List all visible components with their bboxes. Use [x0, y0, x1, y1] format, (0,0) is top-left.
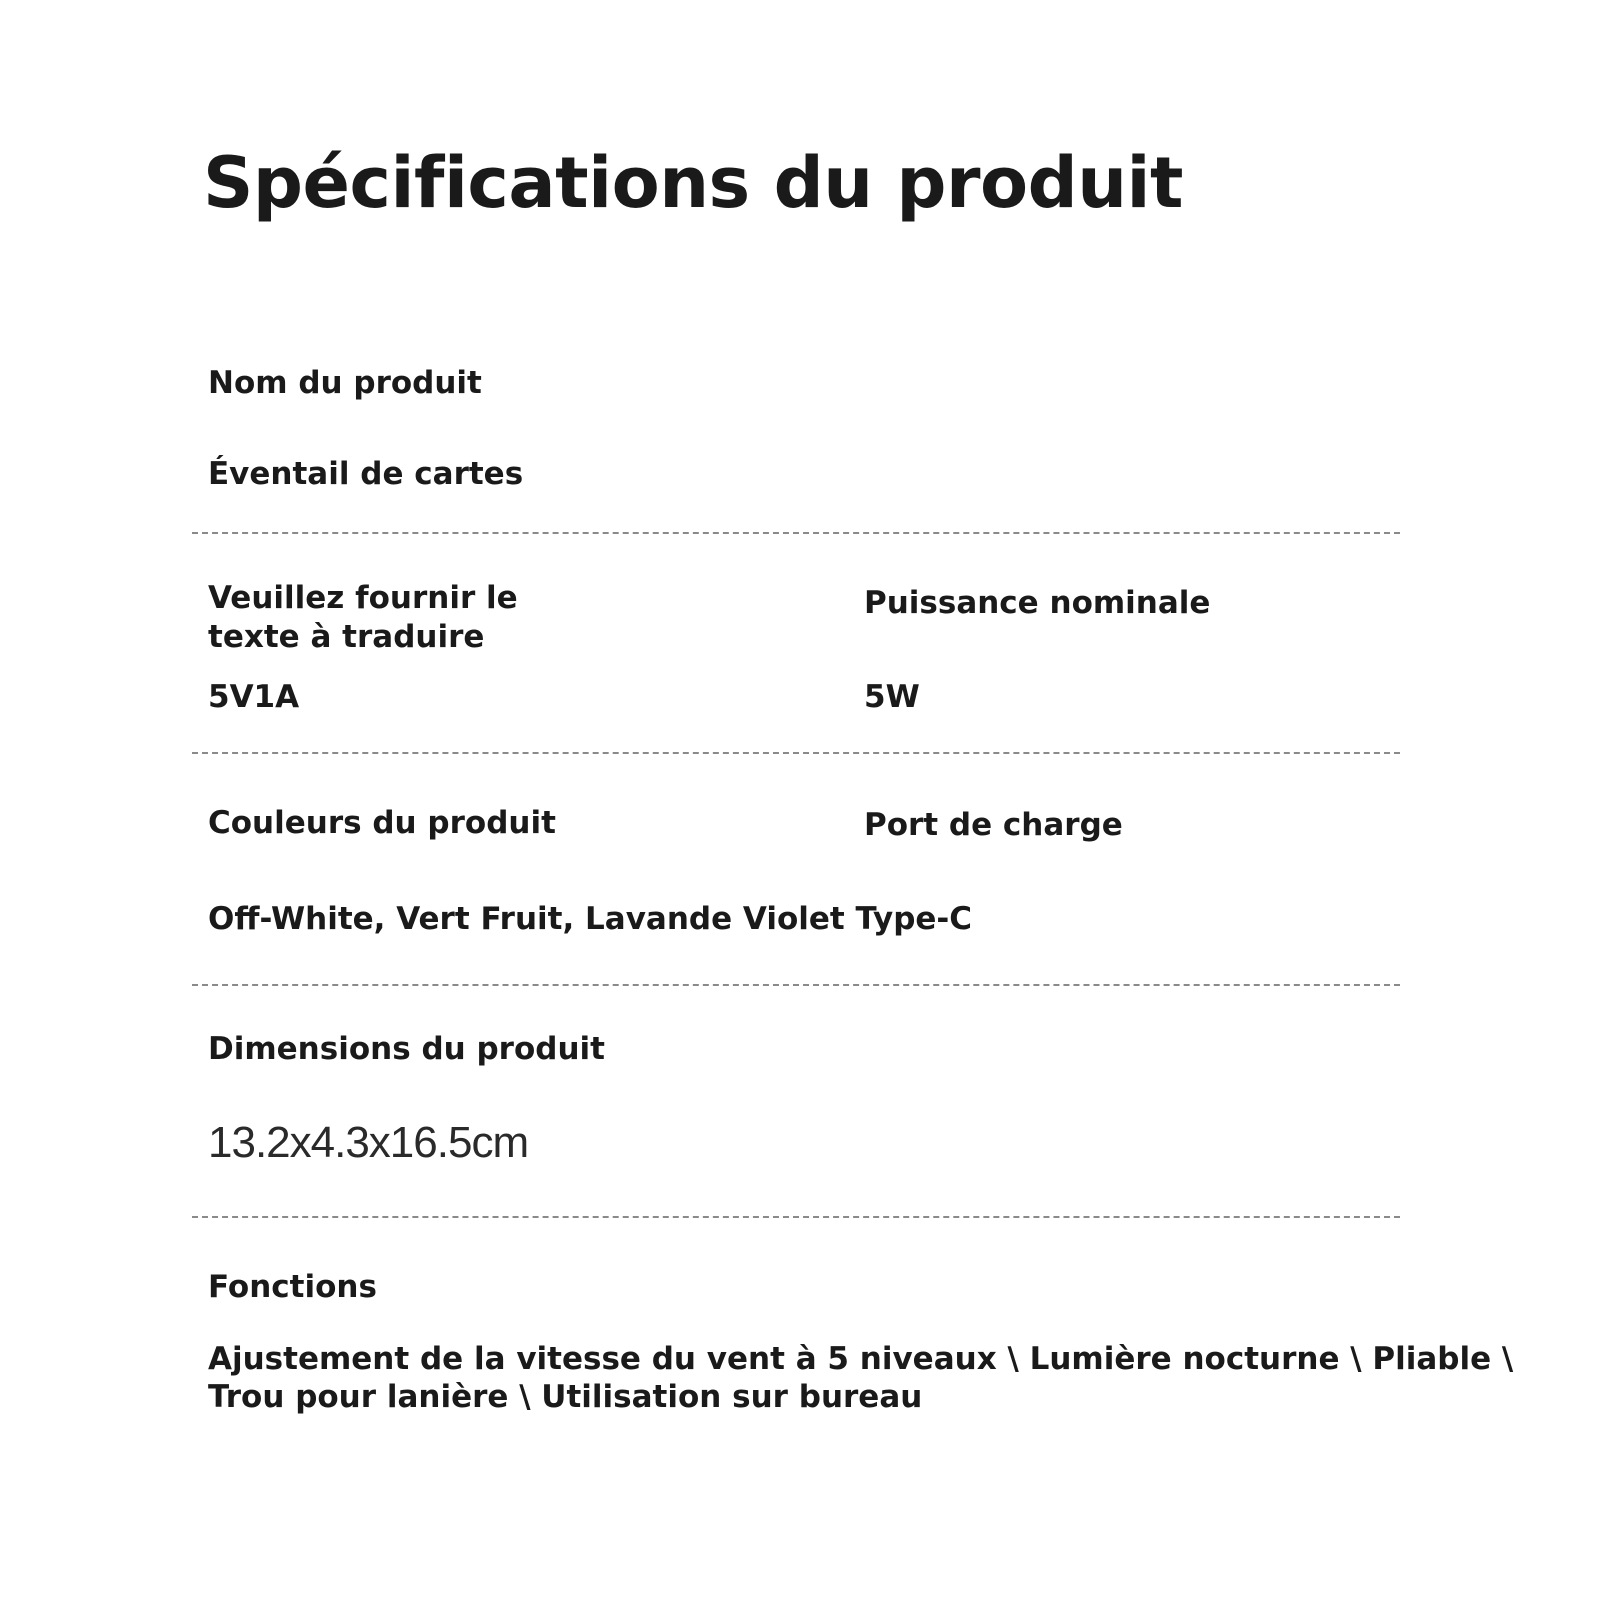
rated-power-value: 5W — [864, 679, 920, 715]
colors-label: Couleurs du produit — [208, 805, 556, 841]
divider — [192, 532, 1400, 534]
functions-value-line1: Ajustement de la vitesse du vent à 5 niveaux \ Lumière nocturne \ Pliable \ — [208, 1341, 1514, 1377]
divider — [192, 984, 1400, 986]
input-label-line1: Veuillez fournir le — [208, 580, 518, 616]
page-title: Spécifications du produit — [203, 142, 1184, 224]
functions-label: Fonctions — [208, 1269, 377, 1305]
dimensions-label: Dimensions du produit — [208, 1031, 605, 1067]
input-label-line2: texte à traduire — [208, 619, 485, 655]
dimensions-value: 13.2x4.3x16.5cm — [208, 1118, 529, 1167]
charging-port-label: Port de charge — [864, 807, 1123, 843]
colors-value: Off-White, Vert Fruit, Lavande Violet Type-C — [208, 901, 973, 937]
input-value: 5V1A — [208, 679, 300, 715]
divider — [192, 752, 1400, 754]
product-name-value: Éventail de cartes — [208, 456, 524, 492]
functions-value-line2: Trou pour lanière \ Utilisation sur bureau — [208, 1379, 923, 1415]
rated-power-label: Puissance nominale — [864, 585, 1211, 621]
product-name-label: Nom du produit — [208, 365, 482, 401]
divider — [192, 1216, 1400, 1218]
